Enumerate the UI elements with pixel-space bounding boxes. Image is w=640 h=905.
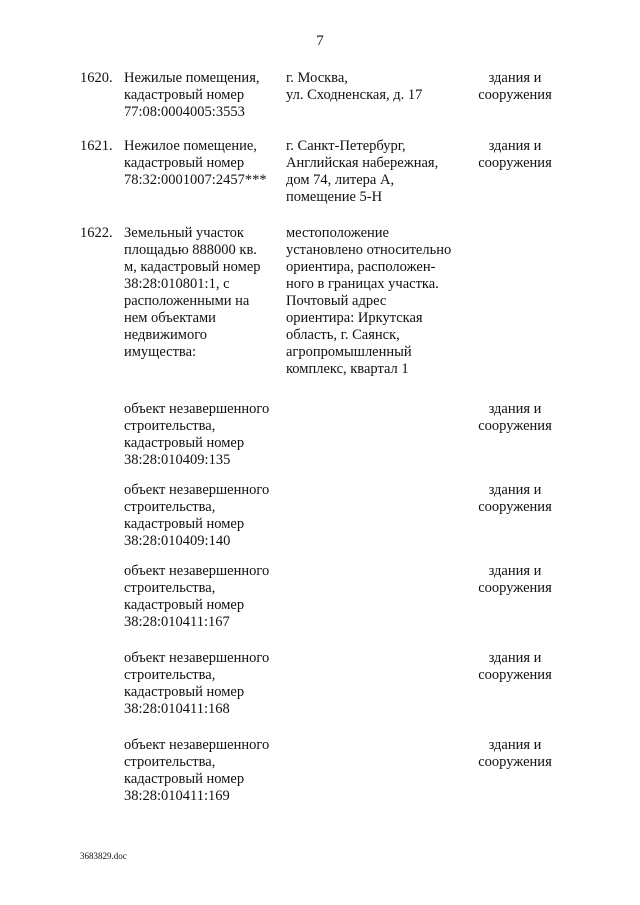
entry-number: 1621. [80,138,113,154]
entry-number: 1622. [80,225,113,241]
sub-object-description: объект незавершенного строительства, кадастровый номер 38:28:010411:168 [124,650,270,717]
entry-description: Земельный участок площадью 888000 кв. м, кадастровый номер 38:28:010801:1, с расположенными на нем объектами недвижимого имущества: [124,225,261,360]
entry-address: г. Санкт-Петербург, Английская набережная, дом 74, литера А, помещение 5-Н [286,138,439,205]
sub-object-description: объект незавершенного строительства, кадастровый номер 38:28:010411:169 [124,737,270,804]
sub-object-category: здания и сооружения [478,563,552,596]
sub-object-category: здания и сооружения [478,401,552,434]
sub-object-description: объект незавершенного строительства, кадастровый номер 38:28:010409:140 [124,482,270,549]
entry-number: 1620. [80,70,113,86]
entry-category: здания и сооружения [478,70,552,103]
entry-address: местоположение установлено относительно ориентира, расположен- ного в границах участка. Почтовый адрес ориентира: Иркутская область, г. Саянск, агропромышленный комплекс, квартал 1 [286,225,452,377]
entry-address: г. Москва, ул. Сходненская, д. 17 [286,70,423,103]
entry-description: Нежилые помещения, кадастровый номер 77:08:0004005:3553 [124,70,260,120]
sub-object-description: объект незавершенного строительства, кадастровый номер 38:28:010411:167 [124,563,270,630]
sub-object-description: объект незавершенного строительства, кадастровый номер 38:28:010409:135 [124,401,270,468]
sub-object-category: здания и сооружения [478,482,552,515]
page-number: 7 [316,33,324,49]
entry-description: Нежилое помещение, кадастровый номер 78:32:0001007:2457*** [124,138,267,188]
document-footer: 3683829.doc [80,851,127,861]
sub-object-category: здания и сооружения [478,737,552,770]
sub-object-category: здания и сооружения [478,650,552,683]
entry-category: здания и сооружения [478,138,552,171]
